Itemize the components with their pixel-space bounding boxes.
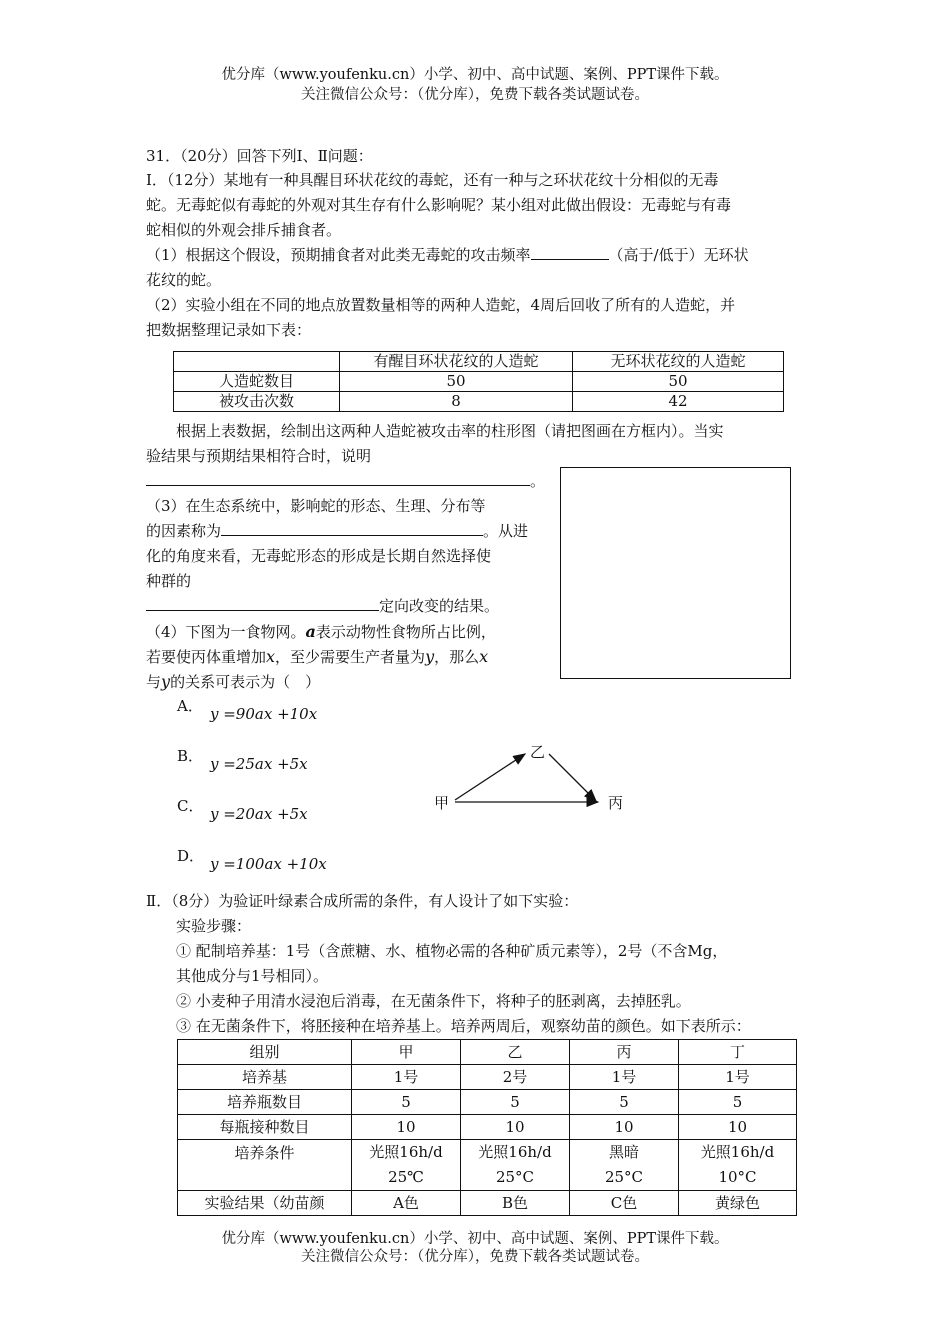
arrow-jia-to-yi [455, 754, 525, 800]
subquestion-3-line5 [146, 594, 499, 619]
subquestion-4-text: 若要使丙体重增加 [146, 648, 267, 666]
subquestion-4-text-rest: 表示动物性食物所占比例， [315, 623, 496, 641]
table-header-cell: 丁 [679, 1040, 797, 1065]
table-row [178, 1065, 797, 1090]
table-row [178, 1090, 797, 1115]
part1-text-line2: 蛇。无毒蛇似有毒蛇的外观对其生存有什么影响呢？某小组对此做出假设：无毒蛇与有毒 [146, 196, 732, 214]
table-cell: 2号 [461, 1065, 570, 1090]
var-y: y [425, 647, 435, 666]
subquestion-4-text-end: ，那么 [434, 648, 480, 666]
part2-title: Ⅱ．（8分）为验证叶绿素合成所需的条件，有人设计了如下实验： [146, 892, 579, 910]
part2-step1-line1: ① 配制培养基：1号（含蔗糖、水、植物必需的各种矿质元素等），2号（不含Mg， [176, 942, 728, 960]
table-cell: 5 [570, 1090, 679, 1115]
table-cell: 50 [340, 372, 573, 392]
table-header-cell: 甲 [352, 1040, 461, 1065]
table-cell: 1号 [570, 1065, 679, 1090]
table-header-cell: 组别 [178, 1040, 352, 1065]
table-cell: 5 [461, 1090, 570, 1115]
table-cell [679, 1140, 797, 1191]
subquestion-4-line3 [146, 669, 320, 695]
table-header-cell: 丙 [570, 1040, 679, 1065]
condition-light: 黑暗 [608, 1143, 639, 1161]
table-cell: 培养条件 [178, 1140, 352, 1191]
subquestion-3-line3: 化的角度来看，无毒蛇形态的形成是长期自然选择使 [146, 547, 492, 565]
table-row [178, 1115, 797, 1140]
subquestion-4-text: （4）下图为一食物网。 [146, 623, 306, 641]
table-cell: 每瓶接种数目 [178, 1115, 352, 1140]
part2-steps-heading: 实验步骤： [176, 917, 252, 935]
page-header-line1: 优分库（www.youfenku.cn）小学、初中、高中试题、案例、PPT课件下载。 [221, 67, 729, 83]
snake-data-table [173, 351, 784, 412]
arrow-yi-to-bing [549, 754, 596, 801]
table-cell: 42 [573, 392, 784, 412]
table-cell: 1号 [679, 1065, 797, 1090]
subquestion-4-text-pre: 与 [146, 673, 162, 691]
table-header-cell [174, 352, 340, 372]
condition-temp: 10°C [718, 1168, 757, 1186]
page-footer-line1: 优分库（www.youfenku.cn）小学、初中、高中试题、案例、PPT课件下载。 [221, 1231, 729, 1247]
table-cell: 培养瓶数目 [178, 1090, 352, 1115]
subquestion-2-line3: 根据上表数据，绘制出这两种人造蛇被攻击率的柱形图（请把图画在方框内）。当实 [176, 422, 724, 440]
subquestion-4-text-mid: ，至少需要生产者量为 [275, 648, 426, 666]
table-cell: 10 [570, 1115, 679, 1140]
condition-temp: 25℃ [388, 1168, 424, 1186]
option-b-label[interactable]: B． [177, 747, 204, 765]
option-d-label[interactable]: D． [177, 847, 205, 865]
var-y: y [161, 672, 171, 691]
answer-blank-4[interactable] [146, 594, 379, 611]
table-row [174, 392, 784, 412]
table-header-cell: 有醒目环状花纹的人造蛇 [340, 352, 573, 372]
var-x: x [479, 647, 489, 666]
table-cell: 培养基 [178, 1065, 352, 1090]
condition-temp: 25°C [604, 1168, 644, 1186]
subquestion-1-cont: 花纹的蛇。 [146, 271, 222, 289]
table-cell: 实验结果（幼苗颜 [178, 1191, 352, 1216]
option-a-formula[interactable]: y =90ax +10x [210, 705, 318, 723]
subquestion-3-line4: 种群的 [146, 572, 192, 590]
option-d-formula[interactable]: y =100ax +10x [210, 855, 327, 873]
experiment-table [177, 1039, 797, 1216]
subquestion-3-line1: （3）在生态系统中，影响蛇的形态、生理、分布等 [146, 497, 486, 515]
subquestion-3-text-tail: 定向改变的结果。 [379, 597, 500, 615]
foodweb-node-jia: 甲 [434, 794, 450, 812]
subquestion-2-answer [146, 469, 545, 494]
table-row [174, 372, 784, 392]
part2-step1-line2: 其他成分与1号相同）。 [176, 967, 329, 985]
answer-blank-3[interactable] [221, 519, 483, 536]
subquestion-1 [146, 243, 749, 268]
table-cell: 10 [461, 1115, 570, 1140]
foodweb-node-yi: 乙 [530, 743, 546, 761]
page-header-line2: 关注微信公众号：（优分库），免费下载各类试题试卷。 [301, 87, 649, 103]
condition-light: 光照16h/d [700, 1143, 775, 1161]
table-cell: A色 [352, 1191, 461, 1216]
period: 。 [530, 472, 546, 490]
answer-blank-1[interactable] [531, 243, 609, 260]
foodweb-arrows [440, 740, 620, 820]
condition-light: 光照16h/d [369, 1143, 443, 1161]
subquestion-4-line2 [146, 644, 488, 670]
table-cell: 50 [573, 372, 784, 392]
table-cell: 5 [679, 1090, 797, 1115]
table-cell [461, 1140, 570, 1191]
subquestion-3-text-end: 。从进 [483, 522, 529, 540]
subquestion-2-line1: （2）实验小组在不同的地点放置数量相等的两种人造蛇，4周后回收了所有的人造蛇，并 [146, 296, 736, 314]
subquestion-2-line2: 把数据整理记录如下表： [146, 321, 312, 339]
table-cell [570, 1140, 679, 1191]
chart-drawing-box[interactable] [560, 467, 791, 679]
subquestion-4-line1 [146, 619, 496, 645]
subquestion-3-text: 的因素称为 [146, 522, 222, 540]
table-cell: 8 [340, 392, 573, 412]
table-cell: C色 [570, 1191, 679, 1216]
var-x: x [266, 647, 276, 666]
answer-blank-2[interactable] [146, 469, 530, 486]
part1-text-line1: Ⅰ．（12分）某地有一种具醒目环状花纹的毒蛇，还有一种与之环状花纹十分相似的无毒 [146, 171, 719, 189]
subquestion-4-text: 的关系可表示为（ ） [170, 673, 321, 691]
subquestion-2-line4: 验结果与预期结果相符合时，说明 [146, 447, 372, 465]
subquestion-3-line2 [146, 519, 528, 544]
table-row [178, 1140, 797, 1191]
question-title: 31．（20分）回答下列Ⅰ、Ⅱ问题： [146, 147, 373, 165]
table-cell [352, 1140, 461, 1191]
foodweb-node-bing: 丙 [608, 794, 624, 812]
table-cell: 10 [679, 1115, 797, 1140]
option-c-label[interactable]: C． [177, 797, 204, 815]
option-b-formula[interactable]: y =25ax +5x [210, 755, 308, 773]
page-footer-line2: 关注微信公众号：（优分库），免费下载各类试题试卷。 [301, 1249, 649, 1265]
table-cell: 1号 [352, 1065, 461, 1090]
part2-step3: ③ 在无菌条件下，将胚接种在培养基上。培养两周后，观察幼苗的颜色。如下表所示： [176, 1017, 751, 1035]
condition-temp: 25°C [495, 1168, 535, 1186]
part2-step2: ② 小麦种子用清水浸泡后消毒，在无菌条件下，将种子的胚剥离，去掉胚乳。 [176, 992, 691, 1010]
table-row [178, 1191, 797, 1216]
table-cell: B色 [461, 1191, 570, 1216]
table-cell: 5 [352, 1090, 461, 1115]
table-cell: 黄绿色 [679, 1191, 797, 1216]
condition-light: 光照16h/d [478, 1143, 552, 1161]
table-header-cell: 无环状花纹的人造蛇 [573, 352, 784, 372]
option-c-formula[interactable]: y =20ax +5x [210, 805, 308, 823]
part1-text-line3: 蛇相似的外观会排斥捕食者。 [146, 221, 342, 239]
table-cell: 被攻击次数 [174, 392, 340, 412]
var-a: a [305, 622, 316, 641]
table-cell: 10 [352, 1115, 461, 1140]
subquestion-1-hint: （高于/低于）无环状 [608, 246, 749, 264]
subquestion-1-text: （1）根据这个假设，预期捕食者对此类无毒蛇的攻击频率 [146, 246, 531, 264]
option-a-label[interactable]: A． [177, 697, 203, 715]
table-header-cell: 乙 [461, 1040, 570, 1065]
table-cell: 人造蛇数目 [174, 372, 340, 392]
